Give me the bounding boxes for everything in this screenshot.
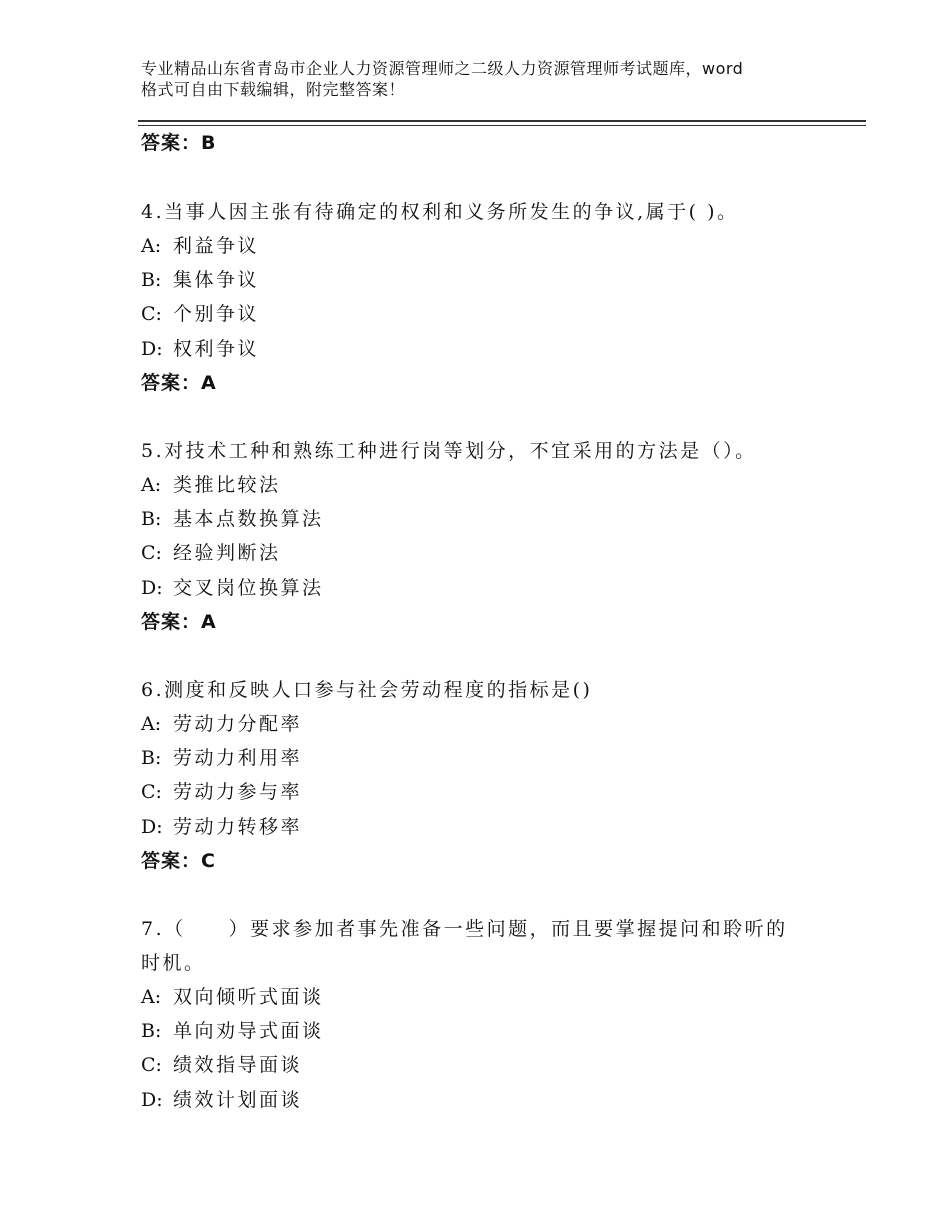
option-key: B: <box>141 508 162 530</box>
option-text: 双向倾听式面谈 <box>173 986 324 1008</box>
header-rule-thick <box>138 120 866 122</box>
option-key: A: <box>141 986 162 1008</box>
option-key: B: <box>141 269 162 291</box>
question-6-text: 6.测度和反映人口参与社会劳动程度的指标是() <box>141 679 593 701</box>
option-text: 绩效计划面谈 <box>173 1089 303 1111</box>
question-4-option-d <box>141 336 259 362</box>
option-text: 劳动力利用率 <box>173 747 303 769</box>
question-7-option-a <box>141 984 324 1010</box>
answer-5: 答案：A <box>141 611 217 633</box>
header-line-1: 专业精品山东省青岛市企业人力资源管理师之二级人力资源管理师考试题库，word <box>141 59 744 78</box>
answer-4: 答案：A <box>141 372 217 394</box>
question-7-option-b <box>141 1018 324 1044</box>
header-line-2: 格式可自由下载编辑，附完整答案！ <box>141 80 406 99</box>
question-6-option-d <box>141 814 302 840</box>
question-5-option-a <box>141 472 281 498</box>
option-text: 劳动力分配率 <box>173 713 303 735</box>
option-key: B: <box>141 747 162 769</box>
question-5-text: 5.对技术工种和熟练工种进行岗等划分，不宜采用的方法是（）。 <box>141 440 757 462</box>
question-6-option-b <box>141 745 302 771</box>
question-4-option-b <box>141 267 259 293</box>
question-7-option-d <box>141 1087 302 1113</box>
question-4-text: 4.当事人因主张有待确定的权利和义务所发生的争议,属于( )。 <box>141 201 739 223</box>
option-key: C: <box>141 303 162 325</box>
option-text: 类推比较法 <box>173 474 281 496</box>
question-7-text-line-1: 7.（ ）要求参加者事先准备一些问题，而且要掌握提问和聆听的 <box>141 918 788 940</box>
option-text: 集体争议 <box>173 269 260 291</box>
option-text: 劳动力参与率 <box>173 781 303 803</box>
option-text: 利益争议 <box>173 235 260 257</box>
header-rule-thin <box>138 125 866 126</box>
question-6-option-a <box>141 711 302 737</box>
option-text: 绩效指导面谈 <box>173 1054 303 1076</box>
question-6-option-c <box>141 779 302 805</box>
option-key: B: <box>141 1020 162 1042</box>
question-7-option-c <box>141 1052 302 1078</box>
option-key: C: <box>141 781 162 803</box>
option-key: A: <box>141 713 162 735</box>
answer-3: 答案：B <box>141 132 217 154</box>
option-key: C: <box>141 1054 162 1076</box>
option-text: 个别争议 <box>173 303 260 325</box>
option-key: D: <box>141 577 163 599</box>
option-key: D: <box>141 1089 163 1111</box>
option-text: 权利争议 <box>173 338 260 360</box>
option-text: 基本点数换算法 <box>173 508 324 530</box>
question-5-option-d <box>141 575 324 601</box>
option-text: 经验判断法 <box>173 542 281 564</box>
document-header <box>141 58 841 100</box>
option-key: A: <box>141 474 162 496</box>
question-7-text-line-2: 时机。 <box>141 952 206 974</box>
option-key: A: <box>141 235 162 257</box>
option-key: D: <box>141 338 163 360</box>
answer-6: 答案：C <box>141 850 216 872</box>
option-key: D: <box>141 816 163 838</box>
option-text: 交叉岗位换算法 <box>173 577 324 599</box>
option-text: 单向劝导式面谈 <box>173 1020 324 1042</box>
option-text: 劳动力转移率 <box>173 816 303 838</box>
question-5-option-c <box>141 540 281 566</box>
option-key: C: <box>141 542 162 564</box>
question-5-option-b <box>141 506 324 532</box>
question-4-option-c <box>141 301 259 327</box>
question-4-option-a <box>141 233 259 259</box>
